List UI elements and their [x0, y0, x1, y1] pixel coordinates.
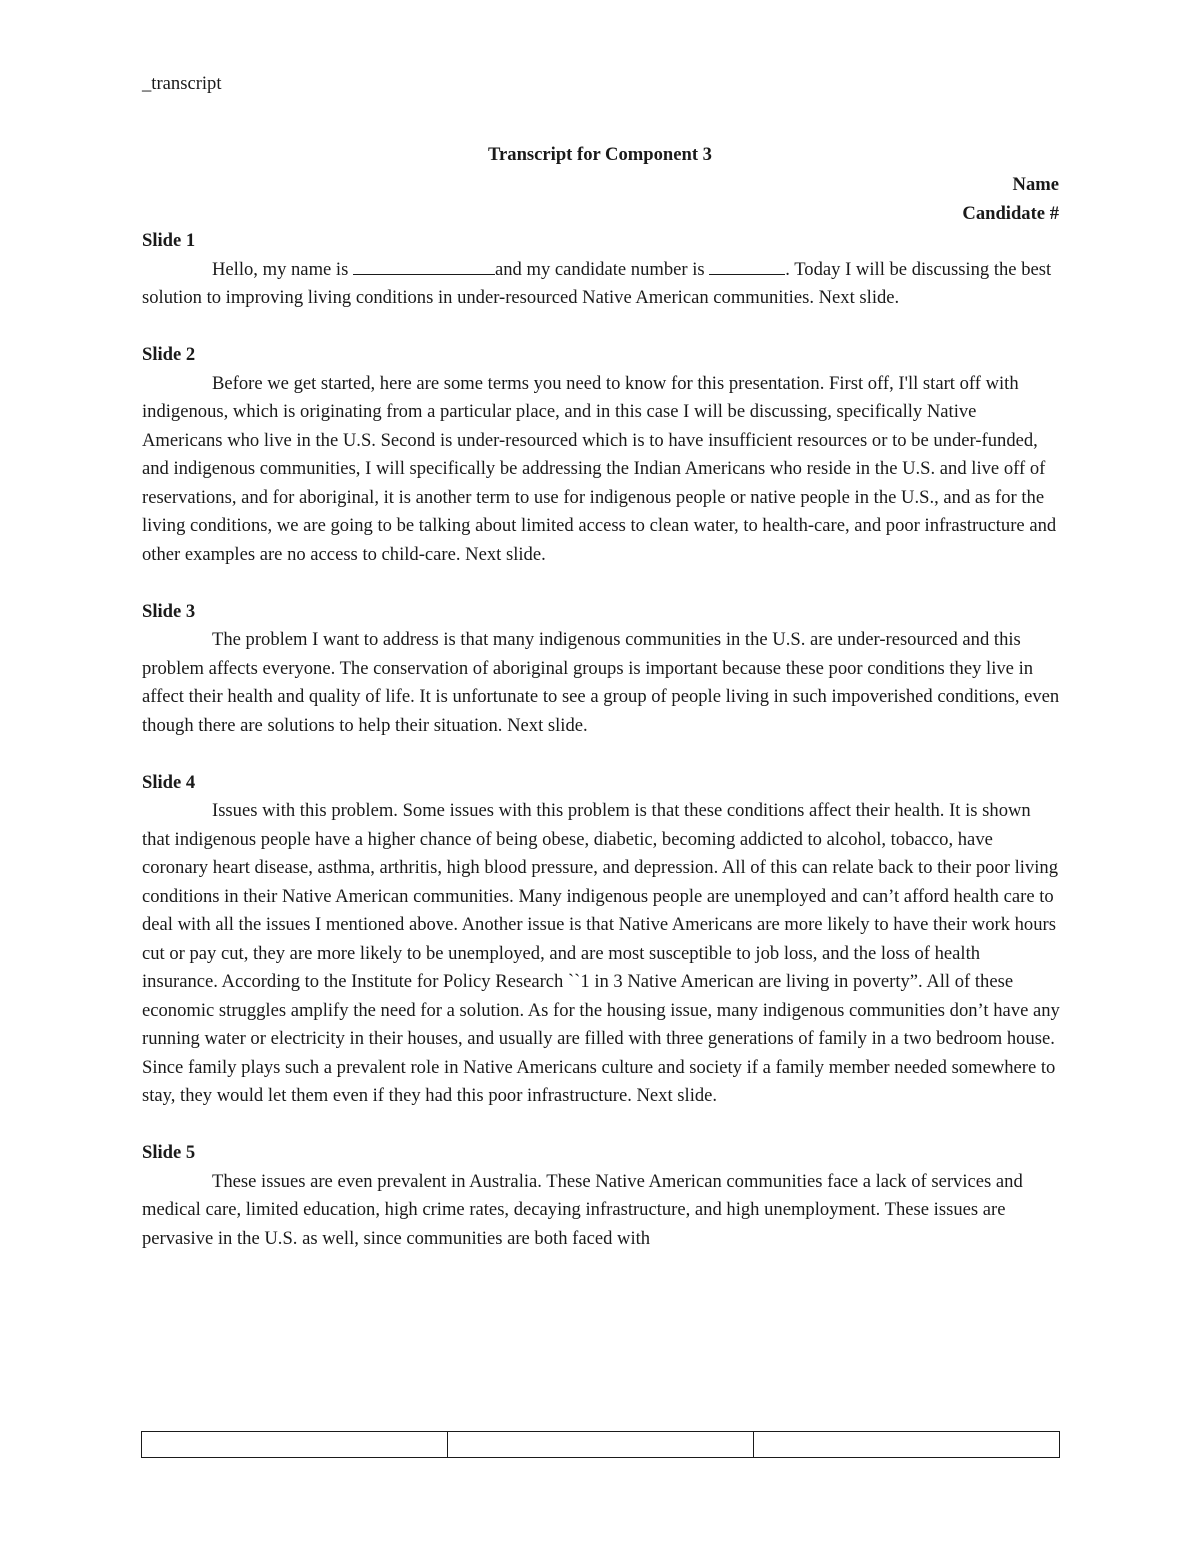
slide-text-segment: and my candidate number is: [494, 258, 710, 280]
slide-paragraph: Issues with this problem. Some issues with this problem is that these conditions affect their health. It is shown that indigenous people have a higher chance of being obese, diabetic, becoming addicted to alcohol, tobacco, have coronary heart disease, asthma, arthritis, high blood pressure, and depression. All of this can relate back to their poor living conditions in their Native American communities. Many indigenous people are unemployed and can’t afford health care to deal with all the issues I mentioned above. Another issue is that Native Americans are more likely to have their work hours cut or pay cut, they are more likely to be unemployed, and are most susceptible to job loss, and the loss of health insurance. According to the Institute for Policy Research ``1 in 3 Native American are living in poverty”. All of these economic struggles amplify the need for a solution. As for the housing issue, many indigenous communities don’t have any running water or electricity in their houses, and usually are filled with three generations of family in a two bedroom house. Since family plays such a prevalent role in Native Americans culture and society if a family member needed somewhere to stay, they would let them even if they had this poor infrastructure. Next slide.: [142, 800, 1060, 1106]
slide-section-3: [142, 598, 1060, 741]
table-cell: [754, 1432, 1060, 1458]
slide-heading: Slide 4: [142, 771, 196, 793]
table-row: [142, 1432, 1060, 1458]
candidate-number-blank: [709, 257, 785, 275]
slide-heading: Slide 1: [142, 230, 196, 251]
table-cell: [142, 1432, 448, 1458]
document-header-label: _transcript: [142, 73, 222, 94]
document-title: Transcript for Component 3: [488, 144, 712, 165]
slide-section-2: [142, 341, 1060, 569]
slide-text-segment: Hello, my name is: [212, 258, 353, 280]
candidate-meta: [962, 171, 1059, 228]
slide-paragraph: Before we get started, here are some terms you need to know for this presentation. First off, I'll start off with indigenous, which is originating from a particular place, and in this case I will be discussing, specifically Native Americans who live in the U.S. Second is under-resourced which is to have insufficient resources or to be under-funded, and indigenous communities, I will specifically be addressing the Indian Americans who reside in the U.S. and live off of reservations, and for aboriginal, it is another term to use for indigenous people or native people in the U.S., and as for the living conditions, we are going to be talking about limited access to clean water, to health-care, and poor infrastructure and other examples are no access to child-care. Next slide.: [142, 372, 1057, 565]
slide-heading: Slide 2: [142, 344, 196, 365]
slide-paragraph: [142, 256, 1060, 313]
slide-heading: Slide 5: [142, 1142, 196, 1163]
slide-heading: Slide 3: [142, 600, 196, 622]
transcript-body: [142, 227, 1060, 1253]
slide-paragraph: The problem I want to address is that many indigenous communities in the U.S. are under-resourced and this problem affects everyone. The conservation of aboriginal groups is important because these poor conditions they live in affect their health and quality of life. It is unfortunate to see a group of people living in such impoverished conditions, even though there are solutions to help their situation. Next slide.: [142, 629, 1060, 736]
slide-section-5: [142, 1139, 1060, 1253]
footer-table: [141, 1431, 1060, 1458]
slide-section-1: [142, 227, 1060, 313]
slide-section-4: [142, 769, 1060, 1111]
table-cell: [448, 1432, 754, 1458]
name-blank: [353, 257, 495, 275]
candidate-number-label: Candidate #: [962, 202, 1059, 224]
name-label: Name: [1012, 174, 1059, 195]
slide-paragraph: These issues are even prevalent in Australia. These Native American communities face a lack of services and medical care, limited education, high crime rates, decaying infrastructure, and high unemployment. These issues are pervasive in the U.S. as well, since communities are both faced with: [142, 1170, 1023, 1249]
slide-text-segment: . Today I will be discussing the best solution to improving living conditions in under-resourced Native American communities. Next slide.: [142, 258, 1052, 308]
